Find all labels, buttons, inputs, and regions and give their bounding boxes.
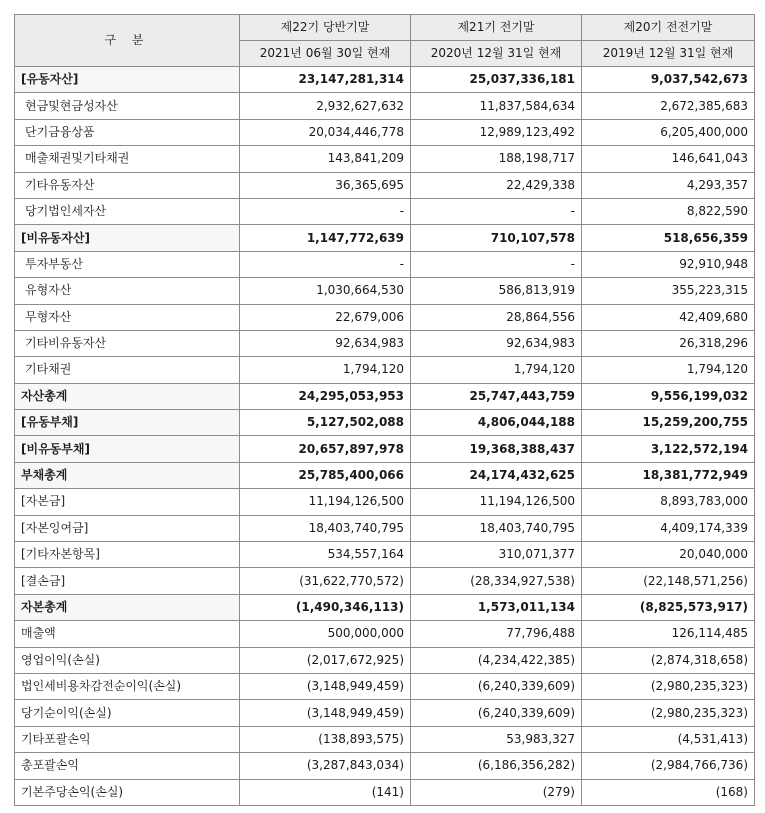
- value-current-period: 25,785,400,066: [240, 462, 411, 488]
- value-current-period: (3,287,843,034): [240, 753, 411, 779]
- value-current-period: 143,841,209: [240, 146, 411, 172]
- value-prior-prior-period: 2,672,385,683: [582, 93, 755, 119]
- value-current-period: 5,127,502,088: [240, 410, 411, 436]
- value-current-period: 22,679,006: [240, 304, 411, 330]
- row-label: 총포괄손익: [15, 753, 240, 779]
- row-label: 무형자산: [15, 304, 240, 330]
- row-label: 기타비유동자산: [15, 330, 240, 356]
- value-current-period: -: [240, 198, 411, 224]
- table-row: [15, 304, 755, 330]
- row-label: 기타채권: [15, 357, 240, 383]
- value-prior-prior-period: 6,205,400,000: [582, 119, 755, 145]
- value-prior-prior-period: 26,318,296: [582, 330, 755, 356]
- table-row: [15, 542, 755, 568]
- row-label: 기본주당손익(손실): [15, 779, 240, 805]
- row-label: [유동자산]: [15, 67, 240, 93]
- value-prior-period: 188,198,717: [411, 146, 582, 172]
- value-prior-prior-period: 92,910,948: [582, 251, 755, 277]
- row-label: 법인세비용차감전순이익(손실): [15, 673, 240, 699]
- value-prior-prior-period: 42,409,680: [582, 304, 755, 330]
- table-row: [15, 515, 755, 541]
- value-prior-prior-period: 355,223,315: [582, 278, 755, 304]
- value-current-period: 1,147,772,639: [240, 225, 411, 251]
- value-prior-prior-period: 20,040,000: [582, 542, 755, 568]
- value-prior-prior-period: 3,122,572,194: [582, 436, 755, 462]
- value-current-period: (3,148,949,459): [240, 673, 411, 699]
- value-current-period: 1,794,120: [240, 357, 411, 383]
- value-current-period: 500,000,000: [240, 621, 411, 647]
- row-label: [자본잉여금]: [15, 515, 240, 541]
- value-prior-prior-period: (2,984,766,736): [582, 753, 755, 779]
- value-prior-period: 11,837,584,634: [411, 93, 582, 119]
- value-prior-period: (279): [411, 779, 582, 805]
- row-label: 현금및현금성자산: [15, 93, 240, 119]
- value-prior-prior-period: 9,556,199,032: [582, 383, 755, 409]
- period-header-current: 제22기 당반기말: [240, 15, 411, 41]
- value-current-period: (1,490,346,113): [240, 594, 411, 620]
- value-prior-prior-period: (4,531,413): [582, 726, 755, 752]
- table-row: [15, 568, 755, 594]
- table-row: [15, 779, 755, 805]
- table-body: [15, 67, 755, 806]
- header-row-period: [15, 15, 755, 41]
- value-prior-period: 19,368,388,437: [411, 436, 582, 462]
- row-label: 투자부동산: [15, 251, 240, 277]
- row-label: 기타포괄손익: [15, 726, 240, 752]
- value-prior-prior-period: 4,293,357: [582, 172, 755, 198]
- table-row: [15, 753, 755, 779]
- row-label: 자산총계: [15, 383, 240, 409]
- period-header-prior-prior: 제20기 전전기말: [582, 15, 755, 41]
- value-prior-period: -: [411, 251, 582, 277]
- value-current-period: (141): [240, 779, 411, 805]
- row-label: 매출액: [15, 621, 240, 647]
- value-prior-period: 28,864,556: [411, 304, 582, 330]
- value-prior-period: 310,071,377: [411, 542, 582, 568]
- value-prior-prior-period: 8,893,783,000: [582, 489, 755, 515]
- value-current-period: 2,932,627,632: [240, 93, 411, 119]
- table-row: [15, 330, 755, 356]
- value-prior-period: -: [411, 198, 582, 224]
- value-prior-prior-period: 4,409,174,339: [582, 515, 755, 541]
- value-prior-prior-period: 1,794,120: [582, 357, 755, 383]
- value-current-period: 1,030,664,530: [240, 278, 411, 304]
- value-prior-period: 53,983,327: [411, 726, 582, 752]
- row-label: [유동부채]: [15, 410, 240, 436]
- row-label: [비유동자산]: [15, 225, 240, 251]
- value-prior-period: 586,813,919: [411, 278, 582, 304]
- value-current-period: (2,017,672,925): [240, 647, 411, 673]
- row-label: [기타자본항목]: [15, 542, 240, 568]
- table-row: [15, 410, 755, 436]
- value-current-period: 11,194,126,500: [240, 489, 411, 515]
- table-row: [15, 594, 755, 620]
- value-prior-period: 1,573,011,134: [411, 594, 582, 620]
- value-prior-prior-period: 126,114,485: [582, 621, 755, 647]
- row-label: [자본금]: [15, 489, 240, 515]
- row-label: [비유동부채]: [15, 436, 240, 462]
- value-prior-period: 24,174,432,625: [411, 462, 582, 488]
- value-current-period: 36,365,695: [240, 172, 411, 198]
- row-label: 자본총계: [15, 594, 240, 620]
- value-prior-prior-period: (2,874,318,658): [582, 647, 755, 673]
- table-row: [15, 489, 755, 515]
- table-row: [15, 251, 755, 277]
- table-row: [15, 462, 755, 488]
- value-prior-prior-period: (2,980,235,323): [582, 700, 755, 726]
- table-row: [15, 119, 755, 145]
- row-label: 영업이익(손실): [15, 647, 240, 673]
- row-label: 매출채권및기타채권: [15, 146, 240, 172]
- value-prior-period: 4,806,044,188: [411, 410, 582, 436]
- table-row: [15, 383, 755, 409]
- table-row: [15, 647, 755, 673]
- table-header: [15, 15, 755, 67]
- value-current-period: 18,403,740,795: [240, 515, 411, 541]
- table-row: [15, 67, 755, 93]
- table-row: [15, 146, 755, 172]
- value-prior-period: 77,796,488: [411, 621, 582, 647]
- value-prior-prior-period: 18,381,772,949: [582, 462, 755, 488]
- value-prior-prior-period: (8,825,573,917): [582, 594, 755, 620]
- row-label: 당기법인세자산: [15, 198, 240, 224]
- value-prior-period: (4,234,422,385): [411, 647, 582, 673]
- value-prior-period: 710,107,578: [411, 225, 582, 251]
- table-row: [15, 93, 755, 119]
- row-label: 기타유동자산: [15, 172, 240, 198]
- date-header-current: 2021년 06월 30일 현재: [240, 41, 411, 67]
- row-label: 부채총계: [15, 462, 240, 488]
- value-current-period: 92,634,983: [240, 330, 411, 356]
- financial-summary-table: [14, 14, 755, 806]
- date-header-prior-prior: 2019년 12월 31일 현재: [582, 41, 755, 67]
- value-prior-prior-period: (22,148,571,256): [582, 568, 755, 594]
- value-prior-period: 22,429,338: [411, 172, 582, 198]
- value-current-period: 20,034,446,778: [240, 119, 411, 145]
- table-row: [15, 673, 755, 699]
- table-row: [15, 700, 755, 726]
- value-prior-prior-period: (2,980,235,323): [582, 673, 755, 699]
- value-prior-period: 11,194,126,500: [411, 489, 582, 515]
- value-prior-period: 25,037,336,181: [411, 67, 582, 93]
- value-prior-prior-period: 15,259,200,755: [582, 410, 755, 436]
- value-prior-period: (6,240,339,609): [411, 700, 582, 726]
- row-label: [결손금]: [15, 568, 240, 594]
- period-header-prior: 제21기 전기말: [411, 15, 582, 41]
- value-current-period: 20,657,897,978: [240, 436, 411, 462]
- value-current-period: 534,557,164: [240, 542, 411, 568]
- value-current-period: -: [240, 251, 411, 277]
- value-current-period: 23,147,281,314: [240, 67, 411, 93]
- row-label: 유형자산: [15, 278, 240, 304]
- row-label: 당기순이익(손실): [15, 700, 240, 726]
- value-prior-period: 12,989,123,492: [411, 119, 582, 145]
- table-row: [15, 225, 755, 251]
- value-current-period: 24,295,053,953: [240, 383, 411, 409]
- value-current-period: (31,622,770,572): [240, 568, 411, 594]
- value-prior-prior-period: 8,822,590: [582, 198, 755, 224]
- row-label: 단기금융상품: [15, 119, 240, 145]
- table-row: [15, 621, 755, 647]
- category-header: 구 분: [15, 15, 240, 67]
- table-row: [15, 172, 755, 198]
- value-current-period: (3,148,949,459): [240, 700, 411, 726]
- value-prior-prior-period: (168): [582, 779, 755, 805]
- value-prior-period: 25,747,443,759: [411, 383, 582, 409]
- table-row: [15, 357, 755, 383]
- value-prior-period: (28,334,927,538): [411, 568, 582, 594]
- table-row: [15, 726, 755, 752]
- value-prior-period: (6,186,356,282): [411, 753, 582, 779]
- table-row: [15, 278, 755, 304]
- table-row: [15, 198, 755, 224]
- value-prior-prior-period: 518,656,359: [582, 225, 755, 251]
- value-current-period: (138,893,575): [240, 726, 411, 752]
- value-prior-prior-period: 146,641,043: [582, 146, 755, 172]
- value-prior-period: 92,634,983: [411, 330, 582, 356]
- value-prior-period: (6,240,339,609): [411, 673, 582, 699]
- table-row: [15, 436, 755, 462]
- value-prior-period: 1,794,120: [411, 357, 582, 383]
- date-header-prior: 2020년 12월 31일 현재: [411, 41, 582, 67]
- value-prior-prior-period: 9,037,542,673: [582, 67, 755, 93]
- value-prior-period: 18,403,740,795: [411, 515, 582, 541]
